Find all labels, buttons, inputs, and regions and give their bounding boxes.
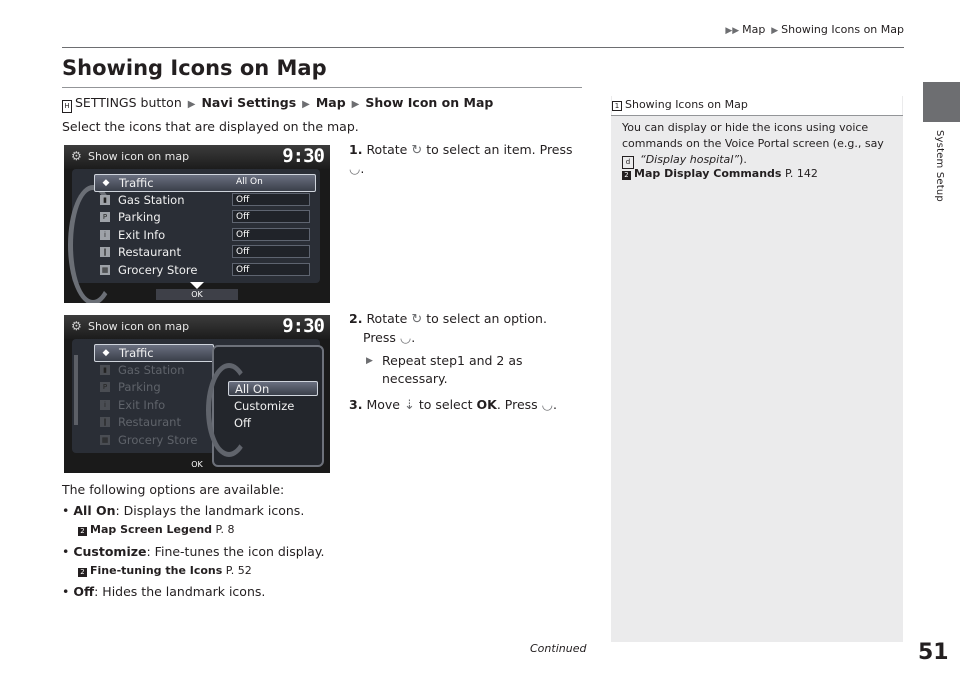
list-item-label: Grocery Store (118, 433, 198, 447)
breadcrumb-section: Map (742, 23, 766, 36)
option-term: Customize (73, 544, 147, 559)
reference-page: P. 8 (215, 523, 235, 536)
gas-station-icon: ▮ (100, 365, 110, 375)
list-item[interactable] (94, 192, 314, 208)
list-item (94, 414, 212, 430)
traffic-icon: ◆ (102, 348, 110, 358)
step-text: to select an option. (426, 311, 547, 326)
list-item[interactable] (94, 174, 316, 192)
page-number: 51 (918, 640, 949, 665)
note-icon: 1 (612, 101, 622, 111)
section-tab (923, 82, 960, 122)
scrollbar (74, 355, 78, 425)
reference-title: Fine-tuning the Icons (90, 564, 223, 577)
list-item-label: Restaurant (118, 245, 181, 259)
side-note-text-end: ). (739, 153, 747, 166)
repeat-text: Repeat step1 and 2 as necessary. (382, 353, 523, 386)
traffic-icon: ◆ (102, 178, 110, 188)
ok-button[interactable]: OK (191, 460, 203, 469)
reference-icon: 2 (78, 527, 87, 536)
list-item-label: Parking (118, 380, 161, 394)
list-item-label: Exit Info (118, 228, 166, 242)
step-2: 2. Rotate ↻ to select an option. Press ◡. (349, 311, 547, 346)
list-item[interactable] (94, 244, 314, 260)
list-item-value: Off (232, 193, 310, 206)
gas-station-icon: ▮ (100, 195, 110, 205)
path-step-navi-settings: Navi Settings (201, 95, 297, 110)
navigation-path (62, 95, 493, 113)
restaurant-icon: ‖ (100, 417, 110, 427)
gear-icon: ⚙ (71, 149, 82, 163)
list-item-label: Restaurant (118, 415, 181, 429)
step-3: 3. Move ⇣ to select OK. Press ◡. (349, 397, 557, 413)
list-item-value: Off (232, 210, 310, 223)
path-arrow-icon: ▶ (351, 99, 360, 110)
gear-icon: ⚙ (71, 319, 82, 333)
arrow-icon: ▶ (366, 356, 373, 366)
interface-dial-press-icon: ◡ (349, 162, 361, 177)
option-all-on[interactable]: All On (228, 381, 318, 396)
screen-show-icon-list (64, 145, 330, 303)
option-item-off (62, 584, 265, 599)
step-text: Press (363, 330, 396, 345)
scroll-down-icon (190, 282, 204, 289)
path-step-map: Map (315, 95, 346, 110)
breadcrumb (0, 23, 904, 36)
side-note-text: You can display or hide the icons using voice commands on the Voice Portal screen (e.g., say (622, 121, 884, 150)
reference-page: P. 52 (225, 564, 252, 577)
list-item (94, 397, 212, 413)
screen-clock: 9:30 (282, 315, 324, 337)
step-number: 2. (349, 311, 363, 326)
option-customize[interactable]: Customize (234, 399, 295, 413)
page-title: Showing Icons on Map (62, 56, 327, 80)
intro-text: Select the icons that are displayed on the map. (62, 119, 359, 134)
list-item-value: Off (232, 228, 310, 241)
screen-header (64, 145, 330, 169)
interface-dial-press-icon: ◡ (399, 331, 412, 346)
screen-title: Show icon on map (88, 320, 190, 333)
list-item-label: Gas Station (118, 363, 185, 377)
restaurant-icon: ‖ (100, 247, 110, 257)
list-item (94, 379, 212, 395)
grocery-store-icon: ▦ (101, 266, 109, 274)
list-item-label: Traffic (119, 346, 154, 360)
step-text: Move (366, 397, 400, 412)
side-note-title (612, 98, 748, 111)
exit-info-icon: i (100, 230, 110, 240)
list-item-value: Off (232, 263, 310, 276)
interface-dial-move-icon: ⇣ (403, 398, 415, 413)
screen-title: Show icon on map (88, 150, 190, 163)
option-desc: : Displays the landmark icons. (115, 503, 305, 518)
step-text: to select an item. Press (426, 142, 573, 157)
list-item-label: Grocery Store (118, 263, 198, 277)
list-item (94, 432, 212, 448)
interface-dial-rotate-icon: ↻ (411, 143, 423, 158)
reference-page: P. 142 (784, 167, 818, 180)
step-text: to select (418, 397, 473, 412)
list-item[interactable] (94, 344, 214, 362)
option-term: Off (73, 584, 95, 599)
voice-command-example: “Display hospital” (640, 153, 740, 166)
option-off[interactable]: Off (234, 416, 251, 430)
list-item-value: All On (236, 177, 263, 187)
list-item-label: Gas Station (118, 193, 185, 207)
step-text: . Press (496, 397, 538, 412)
cross-reference[interactable] (78, 523, 234, 536)
list-item-label: Traffic (119, 176, 154, 190)
cross-reference[interactable] (622, 167, 818, 180)
reference-icon: 2 (78, 568, 87, 577)
bullet: • (62, 503, 74, 518)
list-item-label: Exit Info (118, 398, 166, 412)
option-desc: : Hides the landmark icons. (94, 584, 266, 599)
breadcrumb-page: Showing Icons on Map (781, 23, 904, 36)
interface-dial-rotate-icon: ↻ (411, 312, 423, 327)
repeat-note (366, 352, 566, 388)
reference-title: Map Screen Legend (90, 523, 213, 536)
header-rule (62, 47, 904, 48)
exit-info-icon: i (100, 400, 110, 410)
grocery-store-icon: ▦ (101, 436, 109, 444)
cross-reference[interactable] (78, 564, 252, 577)
ok-button[interactable]: OK (156, 289, 238, 300)
side-note-title-text: Showing Icons on Map (625, 98, 748, 111)
reference-icon: 2 (622, 171, 631, 180)
option-item-customize (62, 544, 324, 559)
path-start: SETTINGS button (75, 95, 182, 110)
step-target: OK (476, 397, 497, 412)
reference-title: Map Display Commands (634, 167, 782, 180)
step-number: 3. (349, 397, 363, 412)
parking-icon: P (100, 212, 110, 222)
side-note-body (622, 120, 897, 169)
option-desc: : Fine-tunes the icon display. (146, 544, 325, 559)
breadcrumb-arrow-icon: ▶▶ (725, 26, 740, 36)
options-popup (212, 345, 324, 467)
step-number: 1. (349, 142, 363, 157)
options-intro: The following options are available: (62, 482, 285, 497)
side-note-rule (611, 115, 903, 116)
path-arrow-icon: ▶ (302, 99, 310, 110)
screen-show-icon-options (64, 315, 330, 473)
list-item[interactable] (94, 227, 314, 243)
breadcrumb-arrow-icon: ▶ (768, 26, 779, 36)
option-term: All On (73, 503, 116, 518)
screen-header (64, 315, 330, 339)
continued-label: Continued (530, 642, 587, 655)
step-1: 1. Rotate ↻ to select an item. Press ◡. (349, 142, 573, 177)
list-item-label: Parking (118, 210, 161, 224)
bullet: • (62, 584, 74, 599)
bullet: • (62, 544, 74, 559)
option-item-all-on (62, 503, 304, 518)
step-text: Rotate (366, 142, 408, 157)
path-step-show-icon: Show Icon on Map (365, 95, 494, 110)
list-item[interactable] (94, 209, 314, 225)
list-item (94, 362, 212, 378)
path-arrow-icon: ▶ (187, 99, 196, 110)
parking-icon: P (100, 382, 110, 392)
talk-button-icon: d (622, 156, 634, 169)
interface-dial-press-icon: ◡ (541, 398, 553, 413)
home-button-icon: H (62, 100, 72, 113)
list-item-value: Off (232, 245, 310, 258)
section-label: System Setup (934, 130, 945, 202)
screen-clock: 9:30 (282, 145, 324, 167)
step-text: Rotate (366, 311, 408, 326)
title-underline (62, 87, 582, 88)
list-item[interactable] (94, 262, 314, 278)
